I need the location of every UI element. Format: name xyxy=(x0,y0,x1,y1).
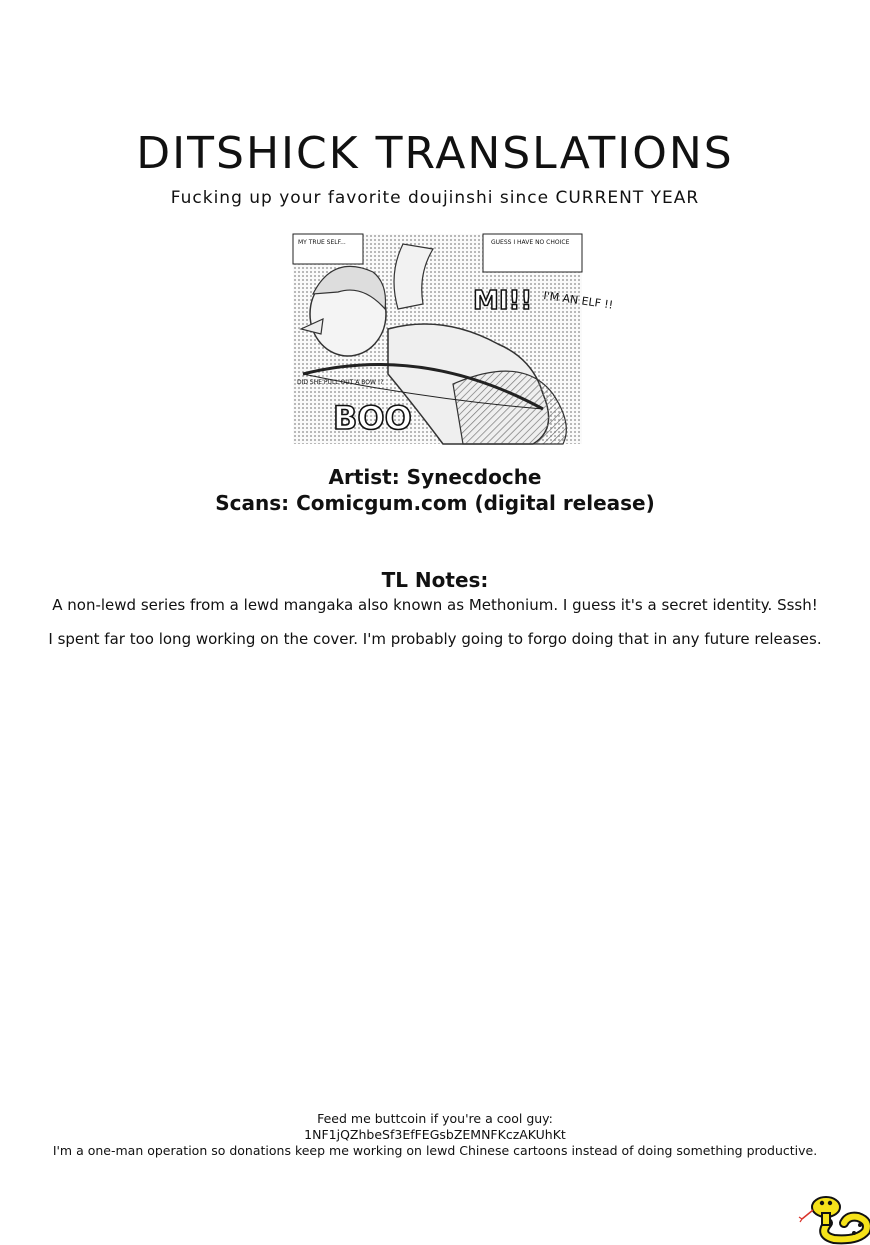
donation-prompt: Feed me buttcoin if you're a cool guy: xyxy=(317,1111,553,1126)
sfx-boo: BOO xyxy=(333,399,412,437)
sfx-mi: MI!! xyxy=(473,286,533,316)
cover-illustration xyxy=(293,234,614,444)
page-title: DITSHICK TRANSLATIONS xyxy=(136,128,734,179)
speech-im-an-elf: I'M AN ELF !! xyxy=(542,289,614,312)
note-item: I spent far too long working on the cover. I'm probably going to forgo doing that in any future releases. xyxy=(48,630,822,648)
donation-footer xyxy=(0,1111,870,1159)
notes-heading: TL Notes: xyxy=(381,568,489,592)
bitcoin-address: 1NF1jQZhbeSf3EfFEGsbZEMNFKczAKUhKt xyxy=(304,1127,566,1142)
artist-credit: Artist: Synecdoche xyxy=(328,465,542,489)
scans-credit: Scans: Comicgum.com (digital release) xyxy=(215,491,655,515)
snake-mascot-logo xyxy=(798,1193,870,1241)
credits-block xyxy=(0,464,870,516)
tagline: Fucking up your favorite doujinshi since CURRENT YEAR xyxy=(170,188,700,208)
speech-no-choice: GUESS I HAVE NO CHOICE xyxy=(491,239,570,246)
note-item: A non-lewd series from a lewd mangaka also known as Methonium. I guess it's a secret identity. Sssh! xyxy=(52,596,818,614)
donation-note: I'm a one-man operation so donations keep me working on lewd Chinese cartoons instead of doing something productive. xyxy=(52,1143,818,1158)
speech-true-self: MY TRUE SELF... xyxy=(298,239,346,246)
speech-pull-out-bow: DID SHE PULL OUT A BOW !? xyxy=(297,379,384,386)
